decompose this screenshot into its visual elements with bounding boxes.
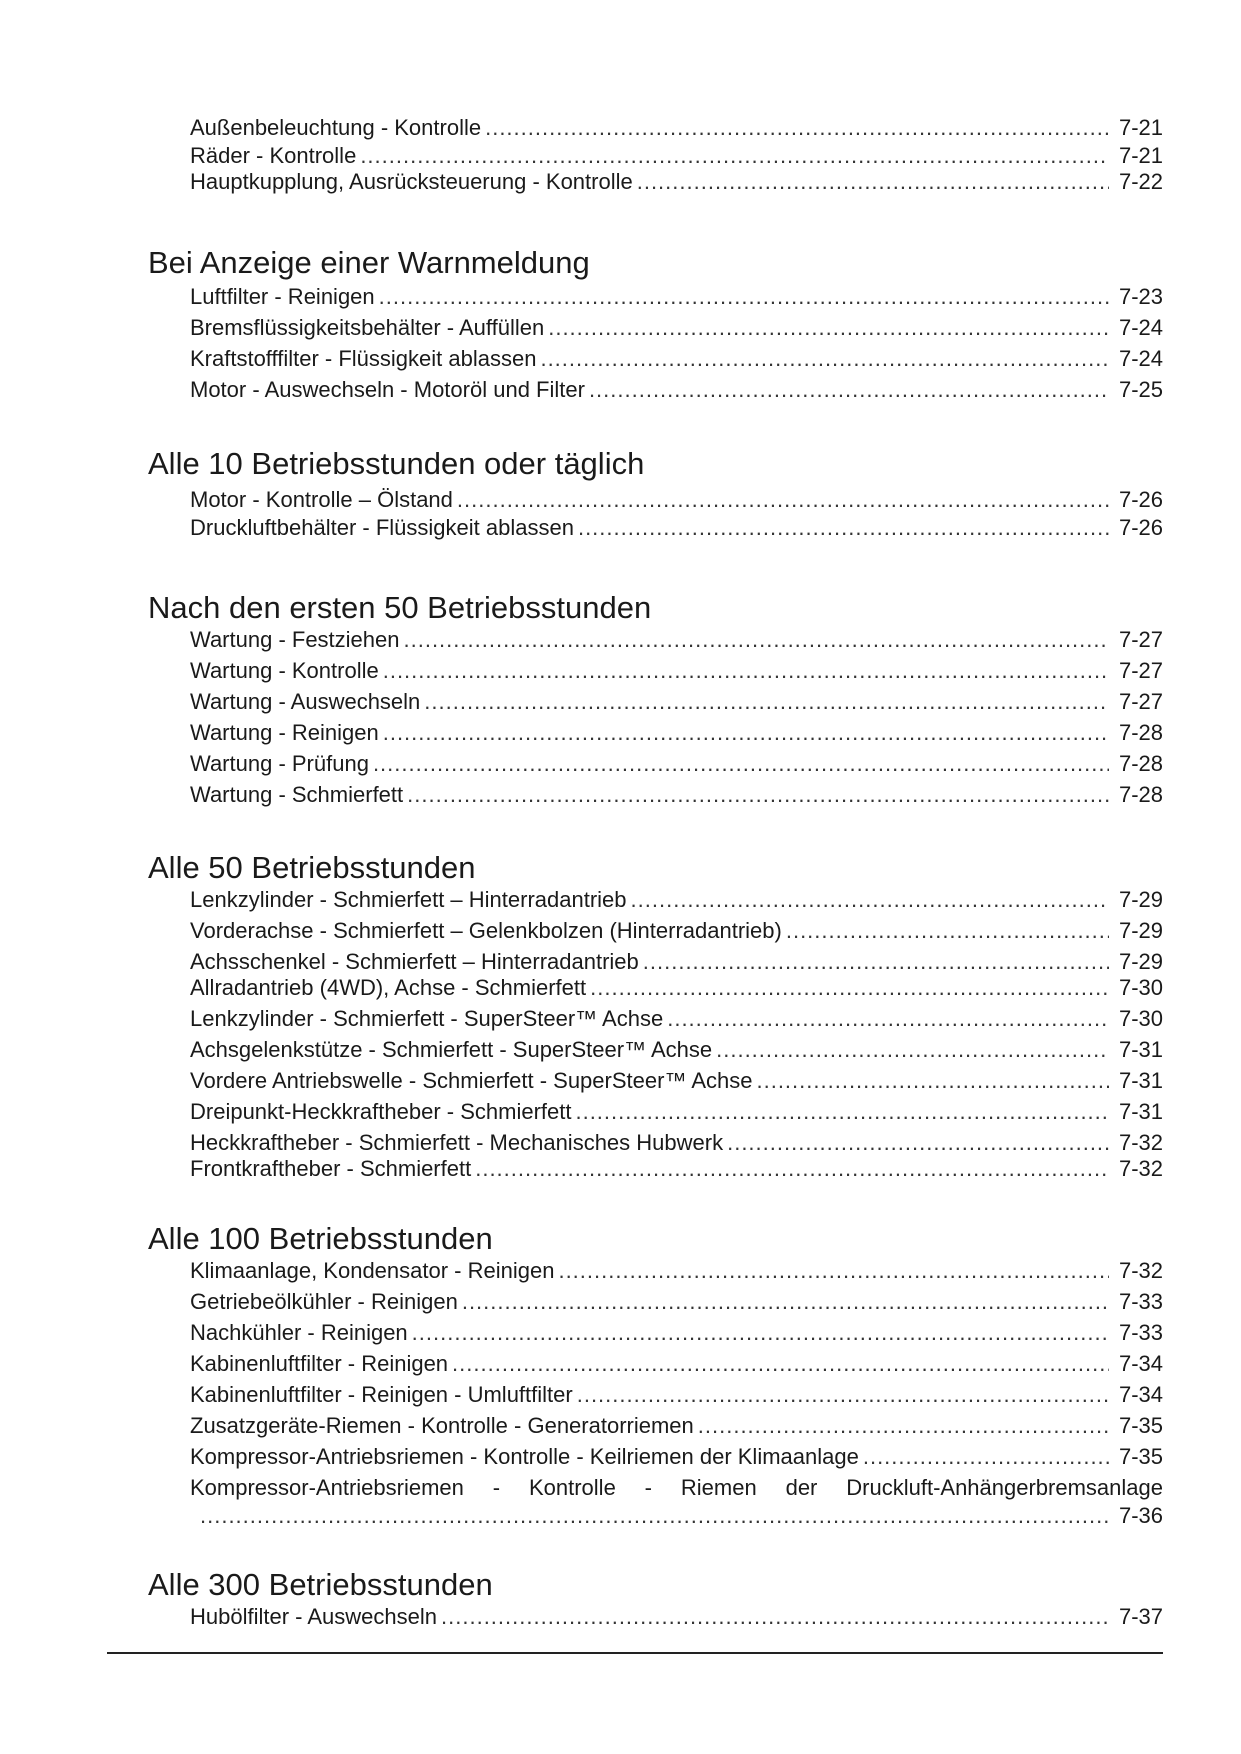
toc-entry-page: 7-30 xyxy=(1118,975,1163,1000)
toc-entry-label: Lenkzylinder - Schmierfett – Hinterradantrieb xyxy=(190,887,627,912)
toc-entry-page: 7-21 xyxy=(1118,143,1163,168)
dot-leader xyxy=(727,1129,1109,1157)
toc-entry[interactable] xyxy=(190,750,1163,778)
dot-leader xyxy=(412,1319,1109,1347)
toc-entry-label: Motor - Auswechseln - Motoröl und Filter xyxy=(190,377,585,402)
toc-entry-label: Wartung - Auswechseln xyxy=(190,689,421,714)
section-title: Alle 50 Betriebsstunden xyxy=(148,850,476,885)
toc-entry[interactable] xyxy=(190,114,1163,142)
toc-entry[interactable] xyxy=(190,514,1163,542)
toc-entry-page: 7-27 xyxy=(1118,627,1163,652)
toc-entry[interactable] xyxy=(190,283,1163,311)
toc-entry-label: Kompressor-Antriebsriemen - Kontrolle - Riemen der Druckluft-Anhängerbremsanlage xyxy=(190,1475,1163,1500)
toc-entry-label: Wartung - Kontrolle xyxy=(190,658,379,683)
dot-leader xyxy=(590,974,1109,1002)
toc-entry[interactable] xyxy=(190,719,1163,747)
toc-entry-page: 7-22 xyxy=(1118,169,1163,194)
toc-entry-label: Räder - Kontrolle xyxy=(190,143,357,168)
dot-leader xyxy=(462,1288,1109,1316)
dot-leader xyxy=(756,1067,1108,1095)
toc-entry[interactable] xyxy=(190,1474,1163,1530)
dot-leader xyxy=(404,626,1109,654)
dot-leader xyxy=(485,114,1109,142)
toc-entry-page: 7-24 xyxy=(1118,346,1163,371)
toc-entry-page: 7-26 xyxy=(1118,487,1163,512)
dot-leader xyxy=(457,486,1109,514)
toc-entry-page: 7-25 xyxy=(1118,377,1163,402)
toc-entry[interactable] xyxy=(190,1412,1163,1440)
dot-leader xyxy=(383,657,1109,685)
toc-entry[interactable] xyxy=(190,1155,1163,1183)
toc-entry-label: Klimaanlage, Kondensator - Reinigen xyxy=(190,1258,555,1283)
dot-leader xyxy=(383,719,1109,747)
toc-entry[interactable] xyxy=(190,1381,1163,1409)
dot-leader xyxy=(441,1603,1109,1631)
dot-leader xyxy=(863,1443,1109,1471)
toc-entry-label: Heckkraftheber - Schmierfett - Mechanisches Hubwerk xyxy=(190,1130,724,1155)
toc-entry-page: 7-28 xyxy=(1118,720,1163,745)
toc-entry-label: Druckluftbehälter - Flüssigkeit ablassen xyxy=(190,515,574,540)
toc-entry[interactable] xyxy=(190,974,1163,1002)
toc-entry-label: Wartung - Festziehen xyxy=(190,627,400,652)
toc-entry-label: Wartung - Reinigen xyxy=(190,720,379,745)
toc-entry-page: 7-32 xyxy=(1118,1130,1163,1155)
bottom-rule xyxy=(107,1652,1163,1654)
dot-leader xyxy=(373,750,1109,778)
toc-entry-label: Zusatzgeräte-Riemen - Kontrolle - Generatorriemen xyxy=(190,1413,694,1438)
toc-entry-label: Nachkühler - Reinigen xyxy=(190,1320,408,1345)
toc-entry-label: Dreipunkt-Heckkraftheber - Schmierfett xyxy=(190,1099,572,1124)
toc-entry-page: 7-29 xyxy=(1118,949,1163,974)
dot-leader xyxy=(424,688,1109,716)
section-title: Nach den ersten 50 Betriebsstunden xyxy=(148,590,652,625)
toc-entry-label: Kraftstofffilter - Flüssigkeit ablassen xyxy=(190,346,537,371)
dot-leader xyxy=(558,1257,1109,1285)
toc-entry-label: Vordere Antriebswelle - Schmierfett - SuperSteer™ Achse xyxy=(190,1068,753,1093)
toc-entry-label: Achsschenkel - Schmierfett – Hinterradantrieb xyxy=(190,949,639,974)
toc-entry-page: 7-26 xyxy=(1118,515,1163,540)
toc-entry-page: 7-27 xyxy=(1118,689,1163,714)
section-title: Alle 100 Betriebsstunden xyxy=(148,1221,493,1256)
toc-entry-label: Vorderachse - Schmierfett – Gelenkbolzen (Hinterradantrieb) xyxy=(190,918,782,943)
toc-entry[interactable] xyxy=(190,1067,1163,1095)
toc-entry[interactable] xyxy=(190,1603,1163,1631)
toc-entry-page: 7-34 xyxy=(1118,1351,1163,1376)
toc-entry[interactable] xyxy=(190,168,1163,196)
toc-entry-page: 7-32 xyxy=(1118,1156,1163,1181)
dot-leader xyxy=(643,948,1109,976)
toc-entry-label: Kabinenluftfilter - Reinigen - Umluftfilter xyxy=(190,1382,573,1407)
toc-entry-page: 7-37 xyxy=(1118,1604,1163,1629)
toc-entry-label: Kompressor-Antriebsriemen - Kontrolle - Keilriemen der Klimaanlage xyxy=(190,1444,859,1469)
toc-entry-page: 7-30 xyxy=(1118,1006,1163,1031)
dot-leader xyxy=(407,781,1109,809)
toc-entry-page: 7-29 xyxy=(1118,918,1163,943)
toc-entry-page: 7-23 xyxy=(1118,284,1163,309)
toc-entry-label: Wartung - Prüfung xyxy=(190,751,369,776)
toc-entry[interactable] xyxy=(190,1350,1163,1378)
toc-entry-page: 7-33 xyxy=(1118,1320,1163,1345)
toc-entry-page: 7-35 xyxy=(1118,1413,1163,1438)
toc-entry-page: 7-28 xyxy=(1118,782,1163,807)
dot-leader xyxy=(786,917,1109,945)
section-title: Alle 300 Betriebsstunden xyxy=(148,1567,493,1602)
dot-leader xyxy=(578,514,1109,542)
toc-entry-page: 7-34 xyxy=(1118,1382,1163,1407)
toc-entry-label: Achsgelenkstütze - Schmierfett - SuperSteer™ Achse xyxy=(190,1037,713,1062)
toc-entry-page: 7-35 xyxy=(1118,1444,1163,1469)
toc-entry[interactable] xyxy=(190,948,1163,976)
toc-entry[interactable] xyxy=(190,1005,1163,1033)
toc-entry-label: Allradantrieb (4WD), Achse - Schmierfett xyxy=(190,975,587,1000)
dot-leader xyxy=(540,345,1109,373)
toc-entry-label: Motor - Kontrolle – Ölstand xyxy=(190,487,453,512)
dot-leader xyxy=(452,1350,1109,1378)
toc-entry[interactable] xyxy=(190,1036,1163,1064)
dot-leader xyxy=(716,1036,1109,1064)
toc-entry[interactable] xyxy=(190,657,1163,685)
toc-entry-page: 7-32 xyxy=(1118,1258,1163,1283)
dot-leader xyxy=(589,376,1109,404)
toc-entry-label: Bremsflüssigkeitsbehälter - Auffüllen xyxy=(190,315,545,340)
section-title: Bei Anzeige einer Warnmeldung xyxy=(148,245,590,280)
toc-entry-page: 7-36 xyxy=(1118,1503,1163,1528)
dot-leader xyxy=(360,142,1109,170)
toc-entry[interactable] xyxy=(190,1098,1163,1126)
toc-entry[interactable] xyxy=(190,142,1163,170)
toc-entry-label: Außenbeleuchtung - Kontrolle xyxy=(190,115,482,140)
section-title: Alle 10 Betriebsstunden oder täglich xyxy=(148,446,645,481)
dot-leader xyxy=(667,1005,1109,1033)
toc-entry-label: Kabinenluftfilter - Reinigen xyxy=(190,1351,449,1376)
toc-entry-page: 7-24 xyxy=(1118,315,1163,340)
toc-entry-label: Luftfilter - Reinigen xyxy=(190,284,375,309)
toc-entry-label: Getriebeölkühler - Reinigen xyxy=(190,1289,458,1314)
toc-entry[interactable] xyxy=(190,688,1163,716)
toc-entry-label: Frontkraftheber - Schmierfett xyxy=(190,1156,472,1181)
dot-leader xyxy=(631,886,1109,914)
toc-entry[interactable] xyxy=(190,345,1163,373)
dot-leader xyxy=(698,1412,1109,1440)
toc-entry-page: 7-29 xyxy=(1118,887,1163,912)
dot-leader xyxy=(575,1098,1108,1126)
dot-leader xyxy=(475,1155,1109,1183)
toc-entry-page: 7-27 xyxy=(1118,658,1163,683)
toc-entry-label: Hubölfilter - Auswechseln xyxy=(190,1604,438,1629)
toc-entry[interactable] xyxy=(190,1443,1163,1471)
toc-entry[interactable] xyxy=(190,376,1163,404)
toc-entry[interactable] xyxy=(190,1319,1163,1347)
toc-entry-page: 7-31 xyxy=(1118,1099,1163,1124)
toc-entry[interactable] xyxy=(190,626,1163,654)
toc-entry[interactable] xyxy=(190,314,1163,342)
toc-entry-label: Lenkzylinder - Schmierfett - SuperSteer™ Achse xyxy=(190,1006,664,1031)
toc-entry[interactable] xyxy=(190,1288,1163,1316)
toc-entry[interactable] xyxy=(190,1257,1163,1285)
toc-entry-label: Hauptkupplung, Ausrücksteuerung - Kontrolle xyxy=(190,169,633,194)
toc-entry[interactable] xyxy=(190,781,1163,809)
toc-entry-label: Wartung - Schmierfett xyxy=(190,782,404,807)
dot-leader xyxy=(637,168,1109,196)
dot-leader xyxy=(200,1502,1109,1530)
toc-entry-page: 7-31 xyxy=(1118,1037,1163,1062)
dot-leader xyxy=(548,314,1109,342)
toc-entry-page: 7-31 xyxy=(1118,1068,1163,1093)
toc-entry[interactable] xyxy=(190,886,1163,914)
toc-entry[interactable] xyxy=(190,486,1163,514)
toc-entry-page: 7-33 xyxy=(1118,1289,1163,1314)
dot-leader xyxy=(577,1381,1109,1409)
toc-entry[interactable] xyxy=(190,917,1163,945)
toc-entry-page: 7-28 xyxy=(1118,751,1163,776)
toc-entry-page: 7-21 xyxy=(1118,115,1163,140)
dot-leader xyxy=(379,283,1109,311)
toc-entry[interactable] xyxy=(190,1129,1163,1157)
